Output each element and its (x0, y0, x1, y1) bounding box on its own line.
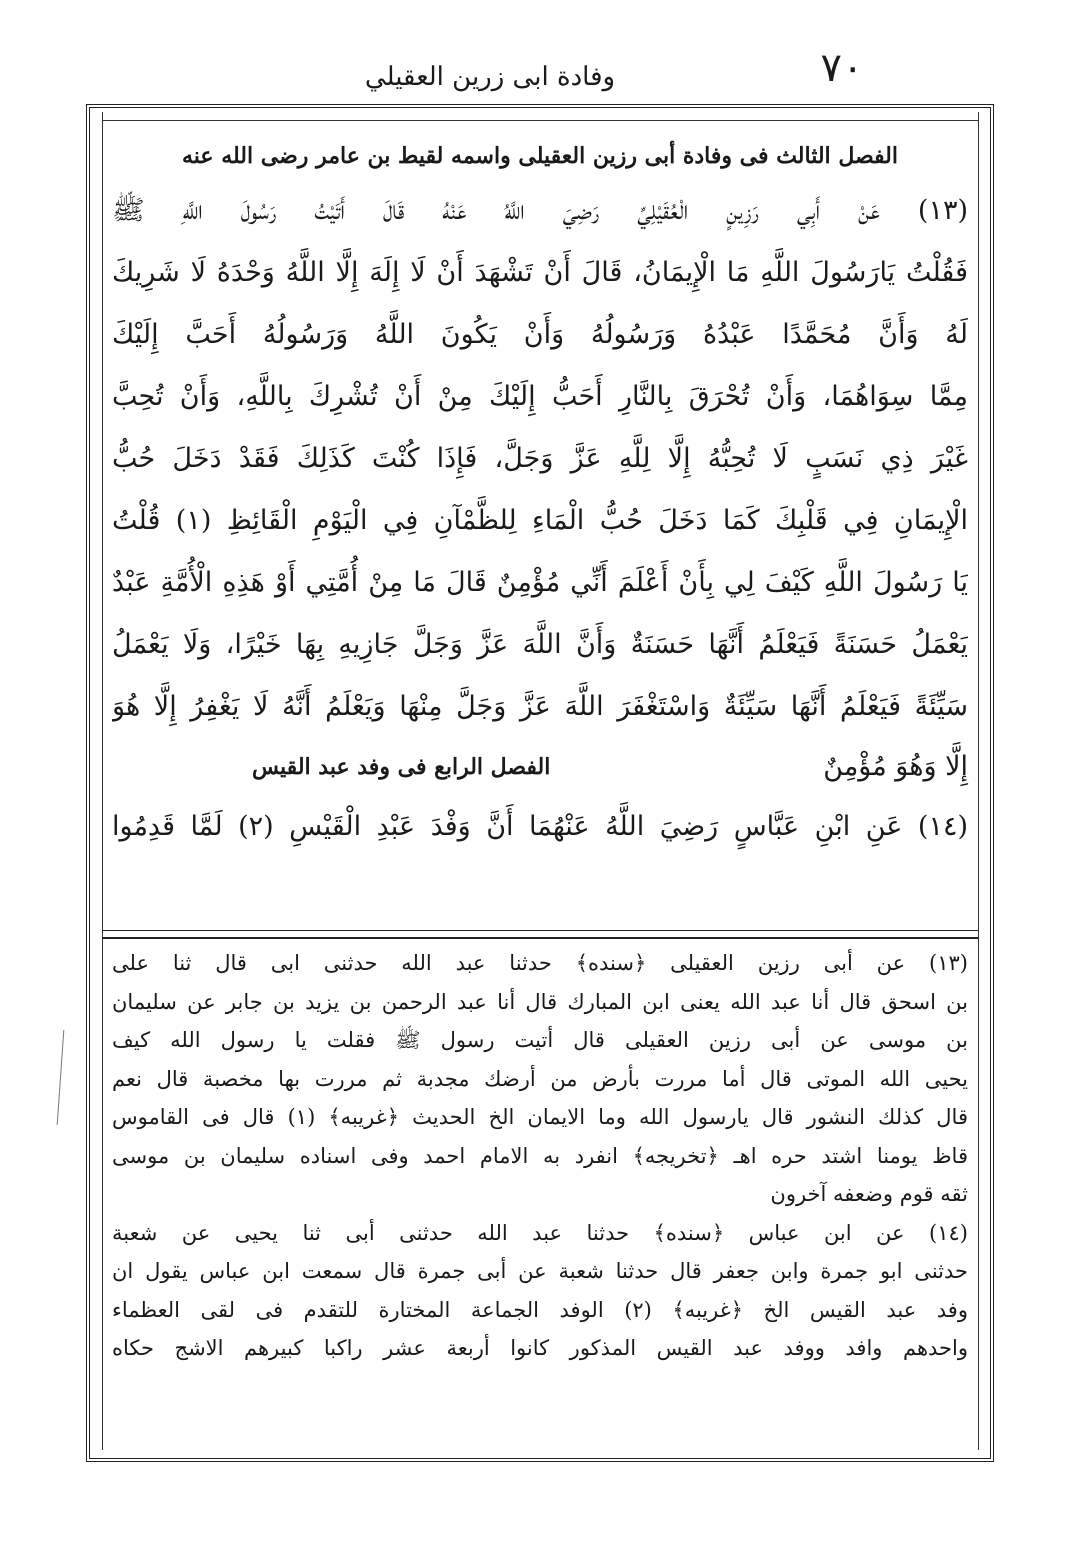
inner-rule-top (102, 120, 978, 121)
closing-words: إِلَّا وَهُوَ مُؤْمِنٌ (823, 751, 968, 782)
text-line: سَيِّئَةً فَيَعْلَمُ أَنَّهَا سَيِّئَةٌ وَاسْتَغْفَرَ اللَّهَ عَزَّ وَجَلَّ مِنْهَا وَيَعْلَمُ أَنَّهُ لَا يَغْفِرُ إِلَّا هُوَ (112, 691, 968, 722)
note-line: (١٣) عن أبى رزين العقيلى ﴿سنده﴾ حدثنا عبد الله حدثنى ابى قال ثنا على (112, 951, 968, 975)
inner-rule-left (102, 112, 103, 1450)
section-title: الفصل الرابع فى وفد عبد القيس (252, 754, 551, 780)
text-line: لَهُ وَأَنَّ مُحَمَّدًا عَبْدُهُ وَرَسُولُهُ وَأَنْ يَكُونَ اللَّهُ وَرَسُولُهُ أَحَبَّ إِلَيْكَ (112, 319, 968, 350)
margin-pencil-mark (57, 1030, 65, 1125)
text-line: فَقُلْتُ يَارَسُولَ اللَّهِ مَا الْإِيمَانُ، قَالَ أَنْ تَشْهَدَ أَنْ لَا إِلَهَ إِلَّا اللَّهُ وَحْدَهُ لَا شَرِيكَ (112, 257, 968, 288)
note-line: قاظ يومنا اشتد حره اهـ ﴿تخريجه﴾ انفرد به الامام احمد وفى اسناده سليمان بن موسى (112, 1143, 968, 1168)
text-line: (١٤) عَنِ ابْنِ عَبَّاسٍ رَضِيَ اللَّهُ عَنْهُمَا أَنَّ وَفْدَ عَبْدِ الْقَيْسِ (٢) لَمَّا قَدِمُوا (112, 811, 968, 842)
note-line: واحدهم وافد ووفد عبد القيس المذكور كانوا أربعة عشر راكبا كبيرهم الاشج حكاه (112, 1336, 968, 1360)
closing-line (112, 738, 968, 796)
note-line: حدثنى ابو جمرة وابن جعفر قال حدثنا شعبة عن أبى جمرة قال سمعت ابن عباس يقول ان (112, 1259, 968, 1283)
note-line: قال كذلك النشور قال يارسول الله وما الايمان الخ الحديث ﴿غريبه﴾ (١) قال فى القاموس (112, 1105, 968, 1129)
page-number: ٧٠ (820, 45, 864, 91)
text-line: مِمَّا سِوَاهُمَا، وَأَنْ تُحْرَقَ بِالنَّارِ أَحَبُّ إِلَيْكَ مِنْ أَنْ تُشْرِكَ بِاللَّهِ، وَأَنْ تُحِبَّ (112, 381, 968, 412)
note-line: يحيى الله الموتى قال أما مررت بأرض من أرضك مجدبة ثم مررت بها مخصبة قال نعم (112, 1066, 968, 1091)
footnote-divider (102, 930, 978, 939)
inner-rule-right (978, 112, 979, 1450)
running-header: وفادة ابى زرين العقيلي (364, 62, 616, 92)
note-line: (١٤) عن ابن عباس ﴿سنده﴾ حدثنا عبد الله حدثنى أبى ثنا يحيى عن شعبة (112, 1220, 968, 1245)
note-line: بن موسى عن أبى رزين العقيلى قال أتيت رسول ﷺ فقلت يا رسول الله كيف (112, 1028, 968, 1052)
note-line: بن اسحق قال أنا عبد الله يعنى ابن المبارك قال أنا عبد الرحمن بن يزيد بن جابر عن سليمان (112, 989, 968, 1014)
footnotes (112, 944, 968, 1444)
text-line: يَعْمَلُ حَسَنَةً فَيَعْلَمُ أَنَّهَا حَسَنَةٌ وَأَنَّ اللَّهَ عَزَّ وَجَلَّ جَازِيهِ بِهَا خَيْرًا، وَلَا يَعْمَلُ (112, 629, 968, 660)
main-text (112, 126, 968, 926)
text-line: (١٣) عَنْ أَبِي رَزِينٍ الْعُقَيْلِيِّ رَضِيَ اللَّهُ عَنْهُ قَالَ أَتَيْتُ رَسُولَ اللَّهِ ﷺ (112, 195, 968, 226)
text-line: يَا رَسُولَ اللَّهِ كَيْفَ لِي بِأَنْ أَعْلَمَ أَنِّي مُؤْمِنٌ قَالَ مَا مِنْ أُمَّتِي أَوْ هَذِهِ الْأُمَّةِ عَبْدٌ (112, 567, 968, 598)
text-line: الْإِيمَانِ فِي قَلْبِكَ كَمَا دَخَلَ حُبُّ الْمَاءِ لِلظَّمْآنِ فِي الْيَوْمِ الْقَائِظِ (١) قُلْتُ (112, 505, 968, 536)
chapter-title: الفصل الثالث فى وفادة أبى رزين العقيلى واسمه لقيط بن عامر رضى الله عنه (182, 143, 898, 169)
note-line: وفد عبد القيس الخ ﴿غريبه﴾ (٢) الوفد الجماعة المختارة للتقدم فى لقى العظماء (112, 1297, 968, 1322)
note-line: ثقه قوم وضعفه آخرون (770, 1182, 968, 1206)
text-line: غَيْرَ ذِي نَسَبٍ لَا تُحِبُّهُ إِلَّا لِلَّهِ عَزَّ وَجَلَّ، فَإِذَا كُنْتَ كَذَلِكَ فَقَدْ دَخَلَ حُبُّ (112, 443, 968, 474)
